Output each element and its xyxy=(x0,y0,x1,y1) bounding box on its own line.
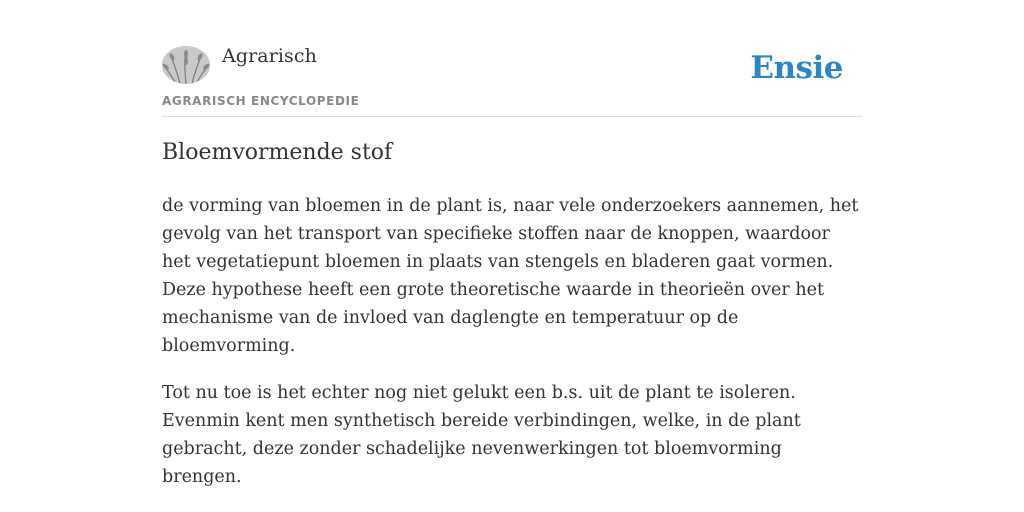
brand-logo[interactable]: Ensie xyxy=(750,50,843,86)
article-title: Bloemvormende stof xyxy=(162,140,393,165)
article-paragraph: Tot nu toe is het echter nog niet gelukt een b.s. uit de plant te isoleren. Evenmin kent men synthetisch bereide verbindingen, welke, in de plant gebracht, deze zonder schadelijke nevenwerkingen tot bloemvorming brengen. xyxy=(162,383,801,487)
wheat-icon[interactable] xyxy=(162,46,210,84)
source-header xyxy=(162,44,862,117)
source-subtitle: AGRARISCH ENCYCLOPEDIE xyxy=(162,94,360,108)
source-name[interactable]: Agrarisch xyxy=(222,45,317,67)
article-paragraph: de vorming van bloemen in de plant is, naar vele onderzoekers aannemen, het gevolg van het transport van specifieke stoffen naar de knoppen, waardoor het vegetatiepunt bloemen in plaats van stengels en bladeren gaat vormen. Deze hypothese heeft een grote theoretische waarde in theorieën over het mechanisme van de invloed van daglengte en temperatuur op de bloemvorming. xyxy=(162,196,859,356)
article-body xyxy=(162,192,862,510)
